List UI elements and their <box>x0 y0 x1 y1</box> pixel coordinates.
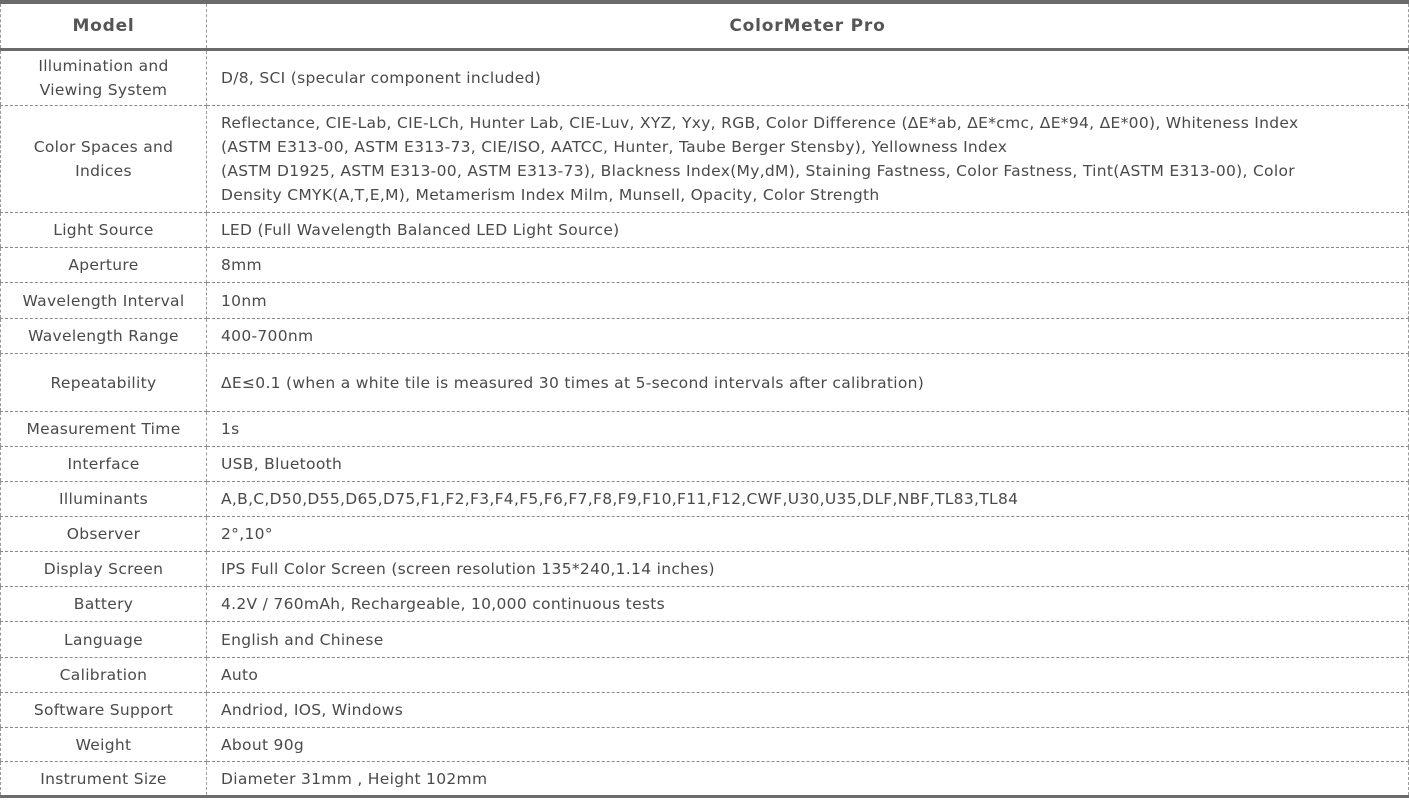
spec-param-label: Interface <box>1 447 207 482</box>
spec-value <box>207 213 1409 248</box>
spec-row <box>1 658 1409 693</box>
spec-value <box>207 658 1409 693</box>
spec-value-line: Reflectance, CIE-Lab, CIE-LCh, Hunter Lab, CIE-Luv, XYZ, Yxy, RGB, Color Difference (ΔE*ab, ΔE*cmc, ΔE*94, ΔE*00), Whiteness Index <box>221 114 1299 132</box>
spec-value <box>207 354 1409 412</box>
spec-param-label: Instrument Size <box>1 762 207 797</box>
spec-value <box>207 693 1409 728</box>
spec-value-line: (ASTM E313-00, ASTM E313-73, CIE/ISO, AATCC, Hunter, Taube Berger Stensby), Yellowness Index <box>221 138 1008 156</box>
spec-param-label: Weight <box>1 728 207 762</box>
spec-param-label: Language <box>1 622 207 658</box>
spec-param-label: Light Source <box>1 213 207 248</box>
spec-value-line: A,B,C,D50,D55,D65,D75,F1,F2,F3,F4,F5,F6,F7,F8,F9,F10,F11,F12,CWF,U30,U35,DLF,NBF,TL83,TL84 <box>221 490 1019 508</box>
spec-value <box>207 106 1409 213</box>
spec-param-label: Aperture <box>1 248 207 283</box>
spec-param-label: Battery <box>1 587 207 622</box>
spec-value <box>207 728 1409 762</box>
spec-row <box>1 248 1409 283</box>
spec-row <box>1 354 1409 412</box>
spec-param-label: Wavelength Interval <box>1 283 207 319</box>
spec-value-line: 1s <box>221 420 240 438</box>
spec-row <box>1 482 1409 517</box>
spec-row <box>1 283 1409 319</box>
spec-value-line: IPS Full Color Screen (screen resolution 135*240,1.14 inches) <box>221 560 715 578</box>
spec-param-label: Color Spaces and Indices <box>1 106 207 213</box>
spec-value <box>207 283 1409 319</box>
spec-row <box>1 693 1409 728</box>
spec-value-line: Auto <box>221 666 259 684</box>
spec-row <box>1 552 1409 587</box>
spec-value <box>207 50 1409 106</box>
spec-value <box>207 248 1409 283</box>
spec-value <box>207 517 1409 552</box>
spec-value-line: Diameter 31mm , Height 102mm <box>221 769 488 788</box>
spec-value-line: About 90g <box>221 735 305 754</box>
spec-param-label: Measurement Time <box>1 412 207 447</box>
spec-value-line: 2°,10° <box>221 525 273 543</box>
model-label-header: Model <box>1 2 207 50</box>
spec-row <box>1 106 1409 213</box>
spec-value-line: Andriod, IOS, Windows <box>221 701 404 719</box>
spec-value <box>207 412 1409 447</box>
spec-row <box>1 762 1409 797</box>
spec-value <box>207 447 1409 482</box>
spec-value-line: Density CMYK(A,T,E,M), Metamerism Index Milm, Munsell, Opacity, Color Strength <box>221 186 880 204</box>
spec-value-line: ΔE≤0.1 (when a white tile is measured 30 times at 5-second intervals after calibration) <box>221 373 925 392</box>
spec-row <box>1 447 1409 482</box>
spec-value-line: 4.2V / 760mAh, Rechargeable, 10,000 continuous tests <box>221 595 666 613</box>
spec-value <box>207 319 1409 354</box>
spec-value <box>207 622 1409 658</box>
spec-value <box>207 482 1409 517</box>
spec-value <box>207 587 1409 622</box>
spec-param-label: Illuminants <box>1 482 207 517</box>
spec-row <box>1 622 1409 658</box>
spec-value-line: USB, Bluetooth <box>221 455 343 473</box>
header-row <box>1 2 1409 50</box>
spec-row <box>1 50 1409 106</box>
spec-row <box>1 517 1409 552</box>
spec-value-line: 8mm <box>221 256 262 274</box>
spec-value <box>207 552 1409 587</box>
spec-value-line: English and Chinese <box>221 630 384 649</box>
spec-row <box>1 213 1409 248</box>
spec-body <box>1 50 1409 797</box>
spec-value <box>207 762 1409 797</box>
spec-row <box>1 412 1409 447</box>
spec-param-label: Repeatability <box>1 354 207 412</box>
spec-param-label: Observer <box>1 517 207 552</box>
spec-value-line: 400-700nm <box>221 327 314 345</box>
spec-value-line: (ASTM D1925, ASTM E313-00, ASTM E313-73), Blackness Index(My,dM), Staining Fastness, Color Fastness, Tint(ASTM E313-00), Color <box>221 162 1295 180</box>
spec-value-line: D/8, SCI (specular component included) <box>221 69 542 87</box>
spec-row <box>1 728 1409 762</box>
spec-value-line: 10nm <box>221 291 267 310</box>
spec-param-label: Display Screen <box>1 552 207 587</box>
spec-param-label: Wavelength Range <box>1 319 207 354</box>
spec-value-line: LED (Full Wavelength Balanced LED Light Source) <box>221 221 620 239</box>
spec-row <box>1 319 1409 354</box>
spec-param-label: Software Support <box>1 693 207 728</box>
model-name-header: ColorMeter Pro <box>207 2 1409 50</box>
spec-param-label: Calibration <box>1 658 207 693</box>
spec-param-label: Illumination and Viewing System <box>1 50 207 106</box>
spec-row <box>1 587 1409 622</box>
